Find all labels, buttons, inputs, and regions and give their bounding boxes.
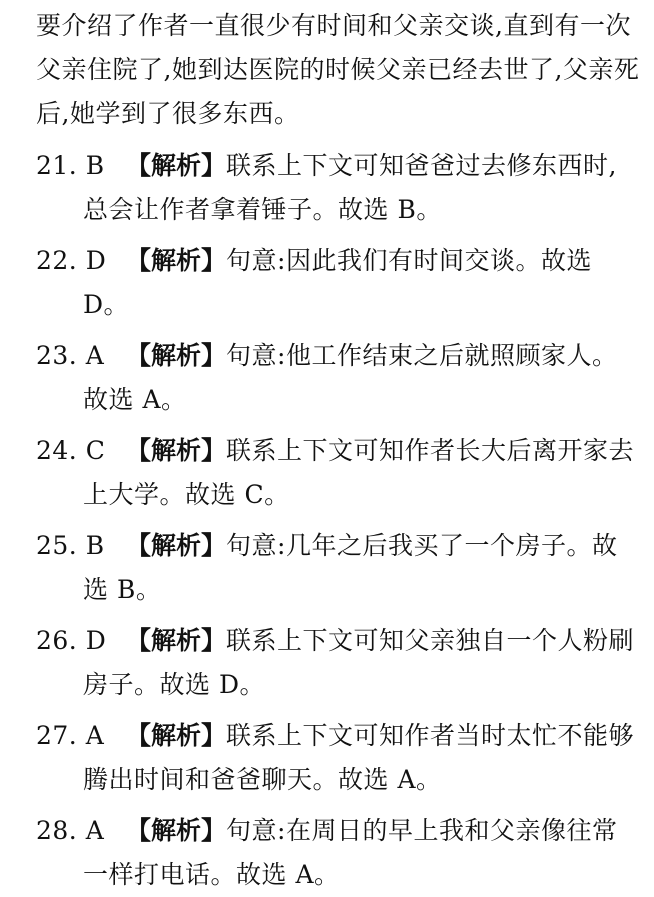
answer-number: 28. A: [36, 816, 105, 845]
analysis-tag: 【解析】: [126, 246, 227, 275]
answer-item-22: [36, 239, 640, 327]
answer-item-23: [36, 334, 640, 422]
analysis-tag: 【解析】: [126, 341, 227, 370]
answer-item-28: [36, 809, 640, 897]
analysis-tag: 【解析】: [126, 151, 227, 180]
answer-number: 22. D: [36, 246, 107, 275]
answer-number: 27. A: [36, 721, 105, 750]
intro-paragraph: 要介绍了作者一直很少有时间和父亲交谈,直到有一次父亲住院了,她到达医院的时候父亲已经去世了,父亲死后,她学到了很多东西。: [36, 11, 640, 128]
analysis-tag: 【解析】: [126, 721, 227, 750]
analysis-tag: 【解析】: [126, 436, 227, 465]
analysis-text: 句意:因此我们有时间交谈。故选 D。: [83, 246, 592, 319]
answer-number: 26. D: [36, 626, 107, 655]
analysis-text: 句意:几年之后我买了一个房子。故选 B。: [83, 531, 618, 604]
answer-item-21: [36, 144, 640, 232]
analysis-text: 联系上下文可知父亲独自一个人粉刷房子。故选 D。: [83, 626, 635, 699]
answer-item-27: [36, 714, 640, 802]
analysis-text: 联系上下文可知爸爸过去修东西时,总会让作者拿着锤子。故选 B。: [83, 151, 617, 224]
answer-item-24: [36, 429, 640, 517]
analysis-text: 联系上下文可知作者长大后离开家去上大学。故选 C。: [83, 436, 635, 509]
analysis-text: 联系上下文可知作者当时太忙不能够腾出时间和爸爸聊天。故选 A。: [83, 721, 635, 794]
analysis-tag: 【解析】: [126, 531, 227, 560]
answer-number: 23. A: [36, 341, 105, 370]
answer-number: 24. C: [36, 436, 106, 465]
answer-item-25: [36, 524, 640, 612]
answer-number: 21. B: [36, 151, 105, 180]
analysis-text: 句意:在周日的早上我和父亲像往常一样打电话。故选 A。: [83, 816, 618, 889]
analysis-text: 句意:他工作结束之后就照顾家人。故选 A。: [83, 341, 618, 414]
analysis-tag: 【解析】: [126, 816, 227, 845]
answer-number: 25. B: [36, 531, 105, 560]
answer-item-26: [36, 619, 640, 707]
analysis-tag: 【解析】: [126, 626, 227, 655]
